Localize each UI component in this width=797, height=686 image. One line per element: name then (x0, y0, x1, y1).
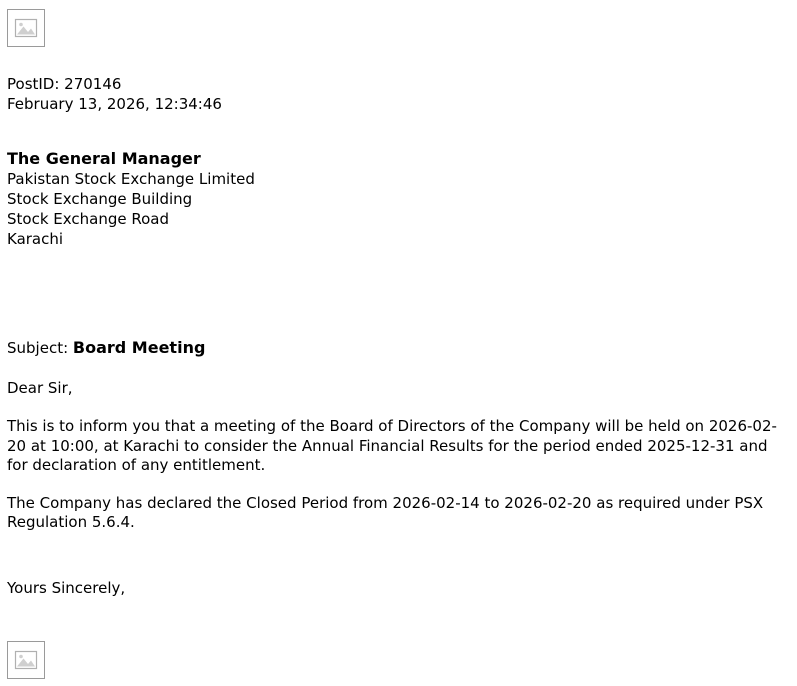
addressee-company: Pakistan Stock Exchange Limited (7, 169, 255, 188)
post-id: PostID: 270146 (7, 75, 122, 93)
body-paragraph-1: This is to inform you that a meeting of the Board of Directors of the Company will be held on 2026-02-20 at 10:00, at Karachi to consider the Annual Financial Results for the period ended 2025-12-31 and for declaration of any entitlement. (7, 417, 777, 474)
subject-label: Subject: (7, 338, 73, 357)
addressee-block (7, 148, 797, 250)
signature-image-placeholder (7, 641, 45, 679)
signature-broken-image (7, 641, 797, 679)
subject-value: Board Meeting (72, 337, 206, 357)
post-timestamp: February 13, 2026, 12:34:46 (7, 94, 222, 113)
addressee-building: Stock Exchange Building (7, 189, 193, 208)
salutation: Dear Sir, (7, 379, 73, 398)
subject-line (7, 338, 797, 358)
addressee-street: Stock Exchange Road (7, 209, 169, 228)
document-meta (7, 75, 797, 115)
body-paragraph-2: The Company has declared the Closed Period from 2026-02-14 to 2026-02-20 as required under PSX Regulation 5.6.4. (7, 493, 764, 532)
header-logo-broken-image (7, 9, 45, 47)
addressee-title: The General Manager (7, 148, 201, 168)
closing-line: Yours Sincerely, (7, 579, 126, 598)
addressee-city: Karachi (7, 229, 64, 248)
